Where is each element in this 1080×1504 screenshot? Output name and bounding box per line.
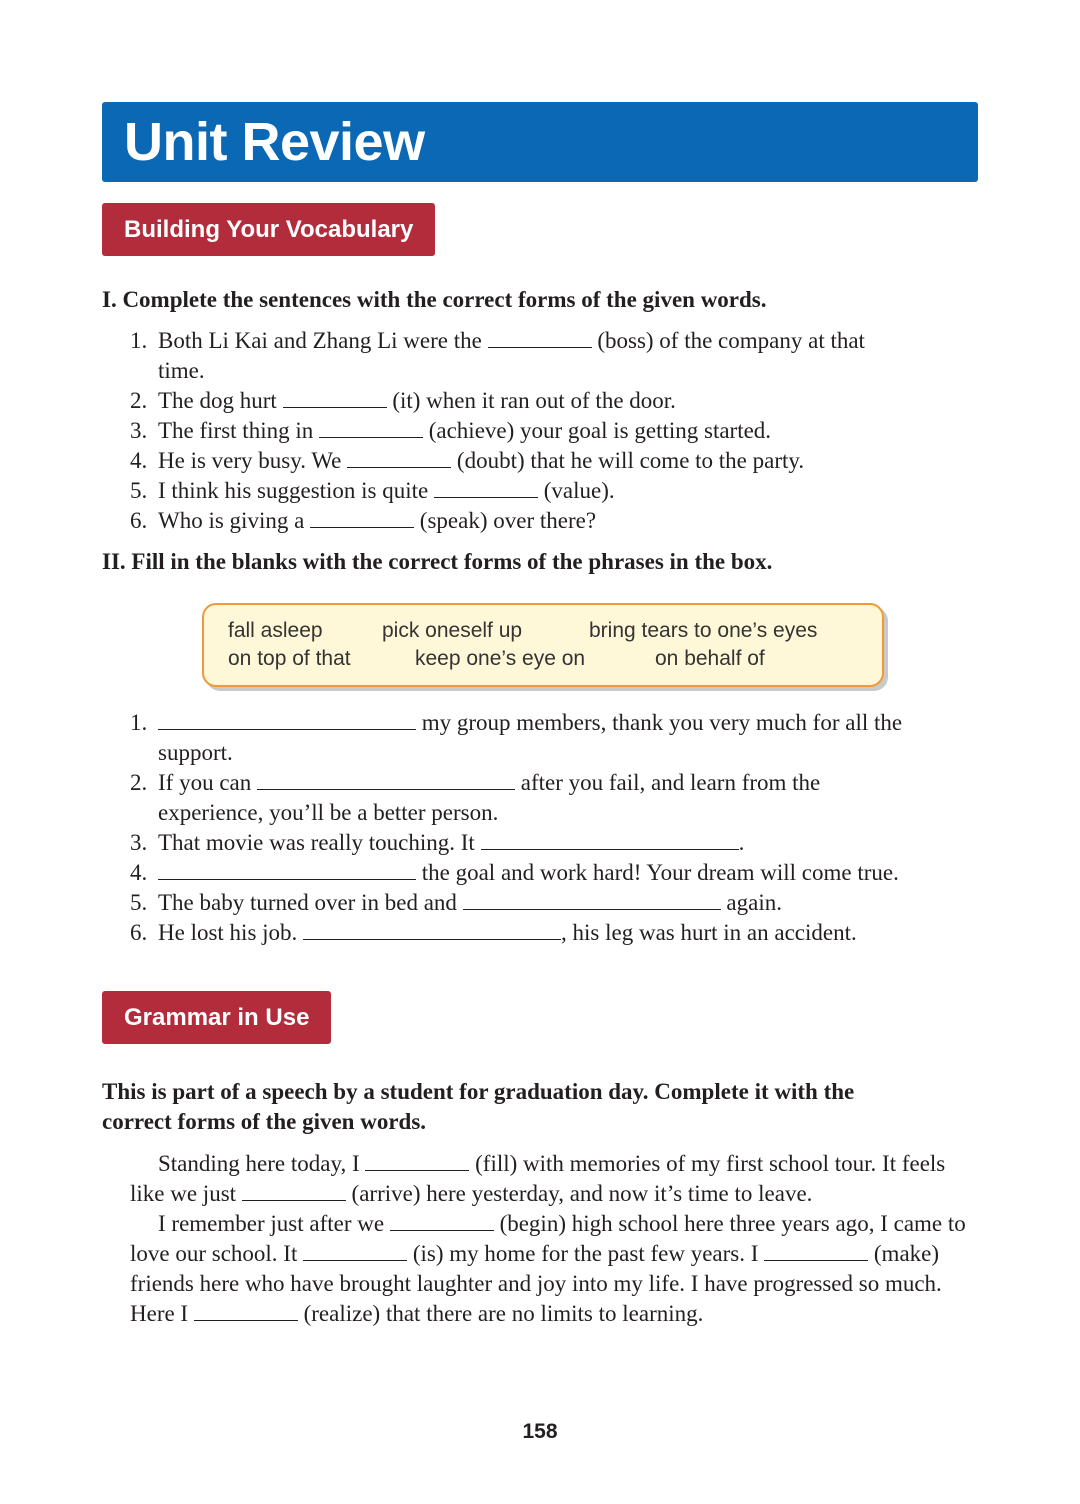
list-item xyxy=(130,386,865,416)
passage-text: (is) my home for the past few years. I xyxy=(407,1241,765,1266)
section-tab-vocabulary: Building Your Vocabulary xyxy=(102,203,435,256)
answer-blank[interactable] xyxy=(390,1210,494,1231)
part2-list xyxy=(130,708,902,948)
answer-blank[interactable] xyxy=(242,1180,346,1201)
answer-blank[interactable] xyxy=(488,327,592,348)
list-item xyxy=(130,888,902,918)
item-text-after: again. xyxy=(720,890,782,915)
item-text-continuation: support. xyxy=(158,740,233,765)
part2-instruction: II. Fill in the blanks with the correct forms of the phrases in the box. xyxy=(102,549,773,574)
phrase-option: on top of that xyxy=(228,647,351,670)
answer-blank[interactable] xyxy=(764,1240,868,1261)
speech-paragraph xyxy=(130,1149,980,1209)
item-number: 4. xyxy=(130,860,148,885)
list-item xyxy=(130,708,902,738)
answer-blank[interactable] xyxy=(283,387,387,408)
item-text-after: the goal and work hard! Your dream will come true. xyxy=(416,860,899,885)
grammar-instruction-line1: This is part of a speech by a student for graduation day. Complete it with the xyxy=(102,1079,855,1104)
answer-blank[interactable] xyxy=(463,889,721,910)
item-number: 1. xyxy=(130,328,148,353)
list-item xyxy=(130,416,865,446)
item-number: 2. xyxy=(130,770,148,795)
item-number: 6. xyxy=(130,508,148,533)
passage-text: I remember just after we xyxy=(158,1211,390,1236)
item-number: 1. xyxy=(130,710,148,735)
list-item xyxy=(130,476,865,506)
speech-paragraph xyxy=(130,1209,980,1329)
list-item-continuation xyxy=(130,356,865,386)
part1-instruction: I. Complete the sentences with the correct forms of the given words. xyxy=(102,287,767,312)
item-text-before: Both Li Kai and Zhang Li were the xyxy=(158,328,488,353)
phrase-option: on behalf of xyxy=(655,647,765,670)
phrase-option: keep one’s eye on xyxy=(415,647,586,670)
item-text-after: (doubt) that he will come to the party. xyxy=(451,448,805,473)
passage-text: (realize) that there are no limits to learning. xyxy=(297,1301,704,1326)
item-text-continuation: time. xyxy=(158,358,205,383)
answer-blank[interactable] xyxy=(310,507,414,528)
passage-text: (arrive) here yesterday, and now it’s time to leave. xyxy=(345,1181,813,1206)
answer-blank[interactable] xyxy=(194,1300,298,1321)
speech-passage xyxy=(130,1149,980,1329)
item-text-after: my group members, thank you very much for all the xyxy=(416,710,903,735)
part1-list xyxy=(130,326,865,536)
list-item xyxy=(130,326,865,356)
item-text-after: , his leg was hurt in an accident. xyxy=(561,920,857,945)
item-number: 5. xyxy=(130,890,148,915)
answer-blank[interactable] xyxy=(303,919,561,940)
answer-blank[interactable] xyxy=(158,709,416,730)
answer-blank[interactable] xyxy=(158,859,416,880)
answer-blank[interactable] xyxy=(257,769,515,790)
list-item xyxy=(130,828,902,858)
item-number: 2. xyxy=(130,388,148,413)
item-text-after: . xyxy=(738,830,745,855)
item-number: 6. xyxy=(130,920,148,945)
item-number: 3. xyxy=(130,418,148,443)
phrase-option: bring tears to one’s eyes xyxy=(589,619,818,642)
item-number: 3. xyxy=(130,830,148,855)
grammar-instruction-line2: correct forms of the given words. xyxy=(102,1109,427,1134)
passage-text: (make) friends here who have brought laughter and joy into my life. I have progressed so much. Here I xyxy=(130,1241,942,1326)
item-text-after: (it) when it ran out of the door. xyxy=(386,388,676,413)
answer-blank[interactable] xyxy=(303,1240,407,1261)
answer-blank[interactable] xyxy=(347,447,451,468)
item-text-before: That movie was really touching. It xyxy=(158,830,481,855)
answer-blank[interactable] xyxy=(365,1150,469,1171)
list-item xyxy=(130,918,902,948)
unit-header-banner xyxy=(102,102,978,182)
item-text-before: The baby turned over in bed and xyxy=(158,890,463,915)
item-text-before: Who is giving a xyxy=(158,508,311,533)
item-text-before: He lost his job. xyxy=(158,920,304,945)
phrase-option: fall asleep xyxy=(228,619,323,642)
phrase-box xyxy=(202,603,884,687)
item-text-before: He is very busy. We xyxy=(158,448,348,473)
item-number: 5. xyxy=(130,478,148,503)
list-item xyxy=(130,446,865,476)
item-text-continuation: experience, you’ll be a better person. xyxy=(158,800,499,825)
list-item-continuation xyxy=(130,738,902,768)
list-item-continuation xyxy=(130,798,902,828)
list-item xyxy=(130,768,902,798)
item-text-before: The first thing in xyxy=(158,418,319,443)
item-text-after: (speak) over there? xyxy=(414,508,597,533)
item-text-before: The dog hurt xyxy=(158,388,283,413)
unit-title: Unit Review xyxy=(124,112,425,172)
item-number: 4. xyxy=(130,448,148,473)
answer-blank[interactable] xyxy=(319,417,423,438)
passage-text: (begin) high school here three years ago, I came to love our school. It xyxy=(130,1211,966,1266)
item-text-after: (boss) of the company at that xyxy=(591,328,865,353)
page-number: 158 xyxy=(522,1420,558,1443)
phrase-option: pick oneself up xyxy=(382,619,523,642)
item-text-before: If you can xyxy=(158,770,257,795)
list-item xyxy=(130,506,865,536)
item-text-before: I think his suggestion is quite xyxy=(158,478,434,503)
item-text-after: after you fail, and learn from the xyxy=(515,770,821,795)
passage-text: (fill) with memories of my first school tour. It feels like we just xyxy=(130,1151,946,1206)
list-item xyxy=(130,858,902,888)
answer-blank[interactable] xyxy=(481,829,739,850)
passage-text: Standing here today, I xyxy=(158,1151,366,1176)
item-text-after: (achieve) your goal is getting started. xyxy=(422,418,772,443)
answer-blank[interactable] xyxy=(434,477,538,498)
section-tab-grammar: Grammar in Use xyxy=(102,991,331,1044)
item-text-after: (value). xyxy=(538,478,615,503)
